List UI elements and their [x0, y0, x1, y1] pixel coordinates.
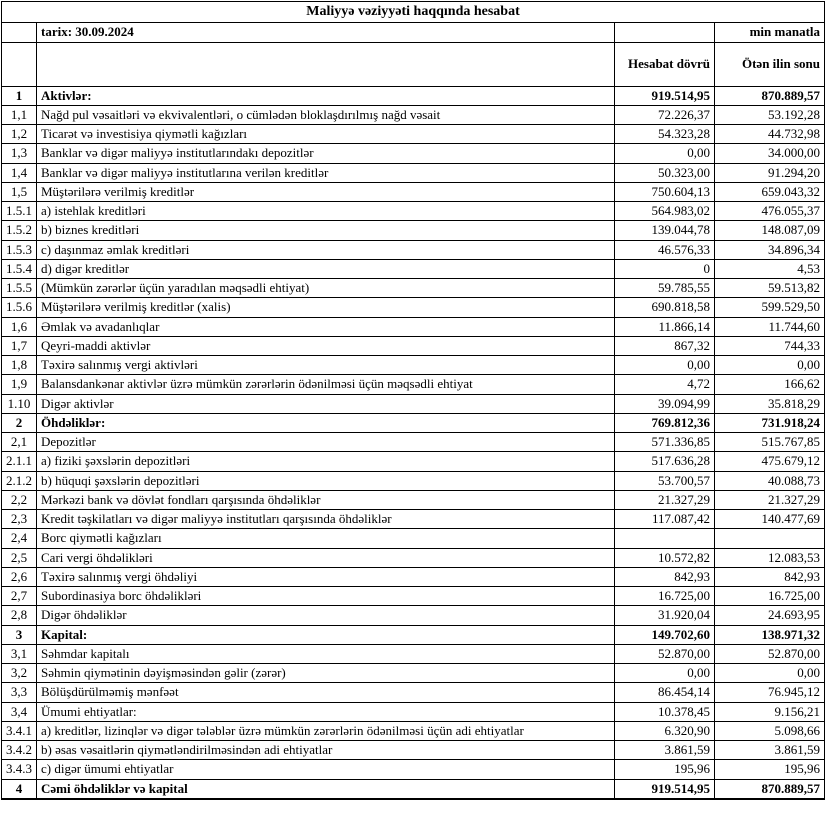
row-label-cell: a) fiziki şəxslərin depozitləri	[37, 452, 615, 471]
row-previous-value-cell: 842,93	[715, 567, 825, 586]
row-previous-value-cell: 59.513,82	[715, 279, 825, 298]
row-label-cell: Kapital:	[37, 625, 615, 644]
row-previous-value-cell: 44.732,98	[715, 125, 825, 144]
row-number-cell: 2,8	[2, 606, 37, 625]
row-label-cell: Depozitlər	[37, 433, 615, 452]
row-current-value-cell: 11.866,14	[615, 317, 715, 336]
column-header-row	[2, 42, 825, 86]
table-row	[2, 721, 825, 740]
row-current-value-cell: 571.336,85	[615, 433, 715, 452]
table-row	[2, 125, 825, 144]
row-current-value-cell: 149.702,60	[615, 625, 715, 644]
row-number-cell: 2,3	[2, 510, 37, 529]
row-current-value-cell: 31.920,04	[615, 606, 715, 625]
row-previous-value-cell: 21.327,29	[715, 490, 825, 509]
row-number-cell: 3.4.2	[2, 741, 37, 760]
row-current-value-cell: 564.983,02	[615, 202, 715, 221]
report-table-body	[2, 86, 825, 799]
table-row	[2, 567, 825, 586]
row-label-cell: b) biznes kreditləri	[37, 221, 615, 240]
row-current-value-cell: 53.700,57	[615, 471, 715, 490]
row-previous-value-cell: 35.818,29	[715, 394, 825, 413]
row-label-cell: Banklar və digər maliyyə institutlarına verilən kreditlər	[37, 163, 615, 182]
row-label-cell: Subordinasiya borc öhdəlikləri	[37, 587, 615, 606]
row-label-cell: (Mümkün zərərlər üçün yaradılan məqsədli ehtiyat)	[37, 279, 615, 298]
row-label-cell: Səhmin qiymətinin dəyişməsindən gəlir (zərər)	[37, 664, 615, 683]
row-previous-value-cell: 4,53	[715, 259, 825, 278]
row-label-cell: Banklar və digər maliyyə institutlarındakı depozitlər	[37, 144, 615, 163]
row-number-cell: 1.5.4	[2, 259, 37, 278]
row-current-value-cell: 86.454,14	[615, 683, 715, 702]
number-column-header-cell	[2, 42, 37, 86]
row-current-value-cell: 10.378,45	[615, 702, 715, 721]
table-row	[2, 86, 825, 105]
table-row	[2, 683, 825, 702]
row-previous-value-cell: 599.529,50	[715, 298, 825, 317]
table-row	[2, 702, 825, 721]
row-label-cell: Cəmi öhdəliklər və kapital	[37, 779, 615, 799]
table-row	[2, 375, 825, 394]
row-current-value-cell: 6.320,90	[615, 721, 715, 740]
row-number-cell: 3,4	[2, 702, 37, 721]
row-current-value-cell: 0,00	[615, 664, 715, 683]
table-row	[2, 298, 825, 317]
table-row	[2, 625, 825, 644]
report-header	[2, 2, 825, 87]
row-current-value-cell: 10.572,82	[615, 548, 715, 567]
row-number-cell: 2,5	[2, 548, 37, 567]
label-column-header-cell	[37, 42, 615, 86]
row-previous-value-cell: 195,96	[715, 760, 825, 779]
row-previous-value-cell: 3.861,59	[715, 741, 825, 760]
row-label-cell: c) digər ümumi ehtiyatlar	[37, 760, 615, 779]
row-previous-value-cell: 91.294,20	[715, 163, 825, 182]
table-row	[2, 356, 825, 375]
row-previous-value-cell: 11.744,60	[715, 317, 825, 336]
row-previous-value-cell: 140.477,69	[715, 510, 825, 529]
row-previous-value-cell: 744,33	[715, 336, 825, 355]
row-current-value-cell: 3.861,59	[615, 741, 715, 760]
row-label-cell: a) istehlak kreditləri	[37, 202, 615, 221]
row-previous-value-cell: 659.043,32	[715, 182, 825, 201]
row-previous-value-cell: 24.693,95	[715, 606, 825, 625]
row-label-cell: Əmlak və avadanlıqlar	[37, 317, 615, 336]
row-previous-value-cell: 52.870,00	[715, 644, 825, 663]
table-row	[2, 760, 825, 779]
table-row	[2, 317, 825, 336]
row-current-value-cell: 919.514,95	[615, 86, 715, 105]
meta-empty-value-cell	[615, 22, 715, 42]
table-row	[2, 587, 825, 606]
table-row	[2, 433, 825, 452]
row-number-cell: 1,1	[2, 105, 37, 124]
table-row	[2, 336, 825, 355]
row-label-cell: b) hüquqi şəxslərin depozitləri	[37, 471, 615, 490]
row-current-value-cell: 769.812,36	[615, 413, 715, 432]
table-row	[2, 182, 825, 201]
row-label-cell: Mərkəzi bank və dövlət fondları qarşısında öhdəliklər	[37, 490, 615, 509]
report-meta-row	[2, 22, 825, 42]
row-label-cell: Təxirə salınmış vergi aktivləri	[37, 356, 615, 375]
row-number-cell: 4	[2, 779, 37, 799]
row-previous-value-cell: 138.971,32	[715, 625, 825, 644]
row-number-cell: 3.4.3	[2, 760, 37, 779]
table-row	[2, 279, 825, 298]
row-current-value-cell: 842,93	[615, 567, 715, 586]
row-label-cell: a) kreditlər, lizinqlər və digər tələblər üzrə mümkün zərərlərin ödənilməsi üçün adi ehtiyatlar	[37, 721, 615, 740]
report-title: Maliyyə vəziyyəti haqqında hesabat	[2, 2, 825, 23]
row-label-cell: Borc qiymətli kağızları	[37, 529, 615, 548]
row-previous-value-cell	[715, 529, 825, 548]
row-current-value-cell: 59.785,55	[615, 279, 715, 298]
row-number-cell: 1.5.1	[2, 202, 37, 221]
row-previous-value-cell: 34.896,34	[715, 240, 825, 259]
row-number-cell: 1,2	[2, 125, 37, 144]
table-row	[2, 490, 825, 509]
financial-report-table	[1, 1, 825, 800]
row-current-value-cell: 867,32	[615, 336, 715, 355]
report-date: tarix: 30.09.2024	[37, 22, 615, 42]
row-label-cell: b) əsas vəsaitlərin qiymətləndirilməsindən adi ehtiyatlar	[37, 741, 615, 760]
row-current-value-cell: 139.044,78	[615, 221, 715, 240]
row-previous-value-cell: 0,00	[715, 664, 825, 683]
row-current-value-cell	[615, 529, 715, 548]
row-previous-value-cell: 475.679,12	[715, 452, 825, 471]
row-number-cell: 2.1.1	[2, 452, 37, 471]
row-number-cell: 1,9	[2, 375, 37, 394]
table-row	[2, 105, 825, 124]
row-previous-value-cell: 53.192,28	[715, 105, 825, 124]
row-number-cell: 2,1	[2, 433, 37, 452]
table-row	[2, 606, 825, 625]
row-current-value-cell: 16.725,00	[615, 587, 715, 606]
row-label-cell: d) digər kreditlər	[37, 259, 615, 278]
row-previous-value-cell: 731.918,24	[715, 413, 825, 432]
row-current-value-cell: 919.514,95	[615, 779, 715, 799]
row-current-value-cell: 0,00	[615, 356, 715, 375]
row-number-cell: 1.5.3	[2, 240, 37, 259]
table-row	[2, 510, 825, 529]
row-label-cell: Digər öhdəliklər	[37, 606, 615, 625]
table-row	[2, 548, 825, 567]
row-label-cell: Digər aktivlər	[37, 394, 615, 413]
row-previous-value-cell: 12.083,53	[715, 548, 825, 567]
row-current-value-cell: 50.323,00	[615, 163, 715, 182]
row-number-cell: 1	[2, 86, 37, 105]
row-label-cell: c) daşınmaz əmlak kreditləri	[37, 240, 615, 259]
table-row	[2, 163, 825, 182]
row-current-value-cell: 72.226,37	[615, 105, 715, 124]
row-number-cell: 2,4	[2, 529, 37, 548]
row-number-cell: 1,6	[2, 317, 37, 336]
row-number-cell: 3.4.1	[2, 721, 37, 740]
table-row	[2, 471, 825, 490]
row-current-value-cell: 690.818,58	[615, 298, 715, 317]
row-number-cell: 2,7	[2, 587, 37, 606]
row-label-cell: Təxirə salınmış vergi öhdəliyi	[37, 567, 615, 586]
table-row	[2, 664, 825, 683]
table-row	[2, 413, 825, 432]
row-number-cell: 2,2	[2, 490, 37, 509]
column-header-previous-year-end: Ötən ilin sonu	[715, 42, 825, 86]
row-label-cell: Balansdankənar aktivlər üzrə mümkün zərərlərin ödənilməsi üçün məqsədli ehtiyat	[37, 375, 615, 394]
row-current-value-cell: 0,00	[615, 144, 715, 163]
row-previous-value-cell: 34.000,00	[715, 144, 825, 163]
table-row	[2, 259, 825, 278]
table-row	[2, 240, 825, 259]
table-row	[2, 644, 825, 663]
row-number-cell: 1,8	[2, 356, 37, 375]
table-row	[2, 529, 825, 548]
row-previous-value-cell: 870.889,57	[715, 86, 825, 105]
column-header-current-period: Hesabat dövrü	[615, 42, 715, 86]
row-number-cell: 1,4	[2, 163, 37, 182]
row-current-value-cell: 195,96	[615, 760, 715, 779]
row-number-cell: 3,1	[2, 644, 37, 663]
row-previous-value-cell: 515.767,85	[715, 433, 825, 452]
row-label-cell: Səhmdar kapitalı	[37, 644, 615, 663]
report-title-row	[2, 2, 825, 23]
row-current-value-cell: 117.087,42	[615, 510, 715, 529]
row-number-cell: 1.5.6	[2, 298, 37, 317]
row-previous-value-cell: 476.055,37	[715, 202, 825, 221]
table-row	[2, 741, 825, 760]
row-current-value-cell: 0	[615, 259, 715, 278]
row-label-cell: Kredit təşkilatları və digər maliyyə institutları qarşısında öhdəliklər	[37, 510, 615, 529]
row-label-cell: Bölüşdürülməmiş mənfəət	[37, 683, 615, 702]
row-previous-value-cell: 148.087,09	[715, 221, 825, 240]
row-label-cell: Öhdəliklər:	[37, 413, 615, 432]
row-label-cell: Qeyri-maddi aktivlər	[37, 336, 615, 355]
row-current-value-cell: 517.636,28	[615, 452, 715, 471]
row-label-cell: Ümumi ehtiyatlar:	[37, 702, 615, 721]
row-previous-value-cell: 76.945,12	[715, 683, 825, 702]
row-number-cell: 1.5.2	[2, 221, 37, 240]
row-label-cell: Cari vergi öhdəlikləri	[37, 548, 615, 567]
table-row	[2, 779, 825, 799]
row-number-cell: 2,6	[2, 567, 37, 586]
row-number-cell: 1.5.5	[2, 279, 37, 298]
row-current-value-cell: 750.604,13	[615, 182, 715, 201]
row-previous-value-cell: 870.889,57	[715, 779, 825, 799]
row-number-cell: 2.1.2	[2, 471, 37, 490]
row-label-cell: Nağd pul vəsaitləri və ekvivalentləri, o cümlədən bloklaşdırılmış nağd vəsait	[37, 105, 615, 124]
row-previous-value-cell: 166,62	[715, 375, 825, 394]
row-number-cell: 2	[2, 413, 37, 432]
row-previous-value-cell: 9.156,21	[715, 702, 825, 721]
table-row	[2, 452, 825, 471]
row-previous-value-cell: 0,00	[715, 356, 825, 375]
row-number-cell: 1.10	[2, 394, 37, 413]
row-number-cell: 1,3	[2, 144, 37, 163]
row-number-cell: 3,3	[2, 683, 37, 702]
row-label-cell: Ticarət və investisiya qiymətli kağızları	[37, 125, 615, 144]
row-label-cell: Aktivlər:	[37, 86, 615, 105]
row-current-value-cell: 54.323,28	[615, 125, 715, 144]
row-previous-value-cell: 16.725,00	[715, 587, 825, 606]
table-row	[2, 202, 825, 221]
row-number-cell: 1,5	[2, 182, 37, 201]
row-label-cell: Müştərilərə verilmiş kreditlər	[37, 182, 615, 201]
row-number-cell: 3,2	[2, 664, 37, 683]
row-number-cell: 3	[2, 625, 37, 644]
row-current-value-cell: 39.094,99	[615, 394, 715, 413]
table-row	[2, 221, 825, 240]
row-label-cell: Müştərilərə verilmiş kreditlər (xalis)	[37, 298, 615, 317]
row-current-value-cell: 21.327,29	[615, 490, 715, 509]
unit-label: min manatla	[715, 22, 825, 42]
table-row	[2, 394, 825, 413]
row-previous-value-cell: 5.098,66	[715, 721, 825, 740]
meta-empty-number-cell	[2, 22, 37, 42]
table-row	[2, 144, 825, 163]
row-current-value-cell: 52.870,00	[615, 644, 715, 663]
row-number-cell: 1,7	[2, 336, 37, 355]
row-current-value-cell: 46.576,33	[615, 240, 715, 259]
row-current-value-cell: 4,72	[615, 375, 715, 394]
row-previous-value-cell: 40.088,73	[715, 471, 825, 490]
